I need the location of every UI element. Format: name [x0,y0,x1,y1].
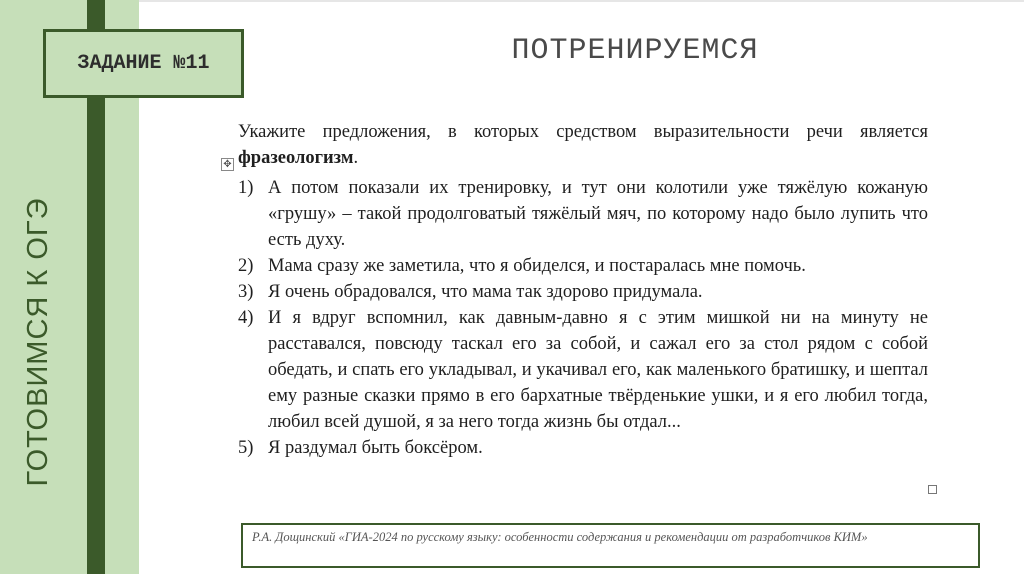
question-text-after: . [353,148,359,168]
question-keyword: фразеологизм [238,148,354,168]
citation-text: Р.А. Дощинский «ГИА-2024 по русскому языку: особенности содержания и рекомендации от разработчиков КИМ» [252,530,868,544]
answer-item-2 [238,253,928,279]
item-text: А потом показали их тренировку, и тут они колотили уже тяжёлую кожаную «грушу» – такой продолговатый тяжёлый мяч, по которому надо было лупить что есть духу. [268,178,928,250]
answer-item-4 [238,305,928,435]
task-number-label: ЗАДАНИЕ №11 [77,52,210,75]
item-text: Я раздумал быть боксёром. [268,438,483,458]
top-divider [139,0,1024,2]
slide-title: ПОТРЕНИРУЕМСЯ [511,34,759,68]
answer-item-1 [238,175,928,253]
task-document [238,119,928,461]
sidebar-vertical-title: ГОТОВИМСЯ К ОГЭ [22,197,54,487]
question-text-before: Укажите предложения, в которых средством выразительности речи является [238,122,928,142]
item-text: Я очень обрадовался, что мама так здорово придумала. [268,282,703,302]
resize-handle[interactable] [928,485,937,494]
item-number: 5) [238,438,254,458]
item-number: 4) [238,308,254,328]
item-number: 1) [238,178,254,198]
task-number-box [43,29,244,98]
item-number: 3) [238,282,254,302]
move-handle-icon[interactable]: ✥ [221,158,234,171]
item-text: И я вдруг вспомнил, как давным-давно я с этим мишкой ни на минуту не расставался, повсюду таскал его за собой, и сажал его за стол рядом с собой обедать, и спать его укладывал, и укачивал его, как маленького братишку, и шептал ему разные сказки прямо в его бархатные твёрденькие ушки, и я его любил тогда, любил всей душой, я за него тогда жизнь бы отдал... [268,308,928,432]
answer-item-3 [238,279,928,305]
answer-item-5 [238,435,928,461]
item-text: Мама сразу же заметила, что я обиделся, и постаралась мне помочь. [268,256,806,276]
question-text [238,119,928,171]
citation-box [241,523,980,568]
item-number: 2) [238,256,254,276]
